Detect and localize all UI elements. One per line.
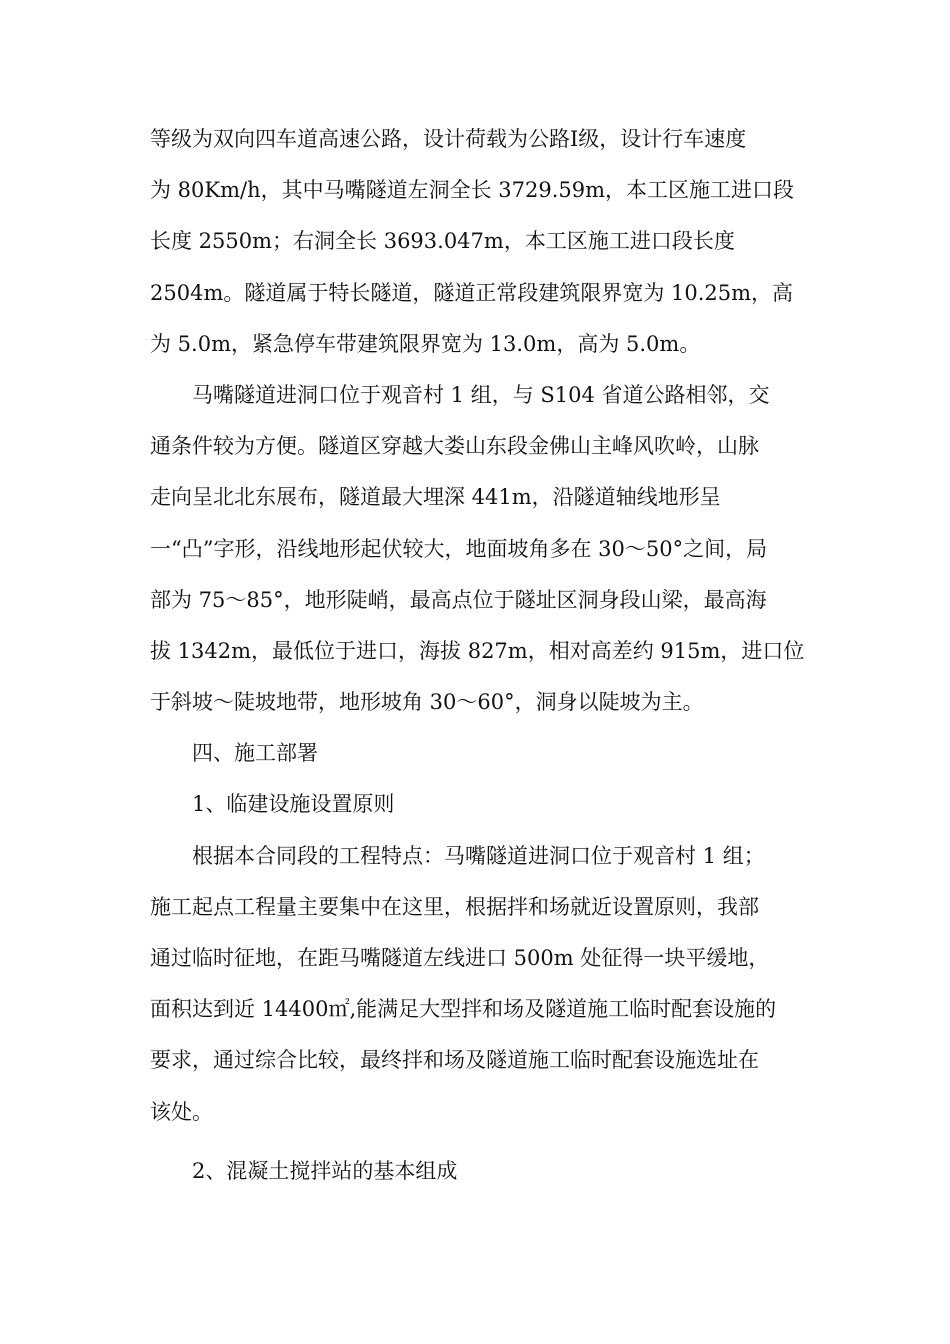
body-text-line: 走向呈北北东展布，隧道最大埋深 441m，沿隧道轴线地形呈 xyxy=(150,485,721,510)
paragraph-first-line: 马嘴隧道进洞口位于观音村 1 组，与 S104 省道公路相邻，交 xyxy=(192,382,770,407)
body-text-line: 2504m。隧道属于特长隧道，隧道正常段建筑限界宽为 10.25m，高 xyxy=(150,280,794,305)
subsection-heading: 2、混凝土搅拌站的基本组成 xyxy=(192,1158,458,1183)
body-text-line: 通过临时征地，在距马嘴隧道左线进口 500m 处征得一块平缓地， xyxy=(150,946,770,970)
body-text-line: 面积达到近 14400㎡,能满足大型拌和场及隧道施工临时配套设施的 xyxy=(150,997,777,1022)
body-text-line: 拔 1342m，最低位于进口，海拔 827m，相对高差约 915m，进口位 xyxy=(150,638,805,663)
body-text-line: 通条件较为方便。隧道区穿越大娄山东段金佛山主峰风吹岭，山脉 xyxy=(150,434,759,459)
body-text-line: 为 80Km/h，其中马嘴隧道左洞全长 3729.59m，本工区施工进口段 xyxy=(150,178,795,203)
body-text-line: 要求，通过综合比较，最终拌和场及隧道施工临时配套设施选址在 xyxy=(150,1048,759,1073)
section-heading: 四、施工部署 xyxy=(192,741,318,766)
paragraph-first-line: 根据本合同段的工程特点：马嘴隧道进洞口位于观音村 1 组； xyxy=(192,843,765,868)
document-body xyxy=(150,114,805,1197)
body-text-line: 等级为双向四车道高速公路，设计荷载为公路Ⅰ级，设计行车速度 xyxy=(150,127,747,151)
body-text-line: 长度 2550m；右洞全长 3693.047m，本工区施工进口段长度 xyxy=(150,229,735,254)
body-text-line: 施工起点工程量主要集中在这里，根据拌和场就近设置原则，我部 xyxy=(150,894,759,919)
body-text-line: 为 5.0m，紧急停车带建筑限界宽为 13.0m，高为 5.0m。 xyxy=(150,331,701,356)
body-text-line: 该处。 xyxy=(150,1099,213,1124)
subsection-heading: 1、临建设施设置原则 xyxy=(192,792,395,817)
body-text-line: 一“凸”字形，沿线地形起伏较大，地面坡角多在 30～50°之间，局 xyxy=(150,536,768,561)
body-text-line: 部为 75～85°，地形陡峭，最高点位于隧址区洞身段山梁，最高海 xyxy=(150,587,767,612)
body-text-line: 于斜坡～陡坡地带，地形坡角 30～60°，洞身以陡坡为主。 xyxy=(150,690,704,715)
